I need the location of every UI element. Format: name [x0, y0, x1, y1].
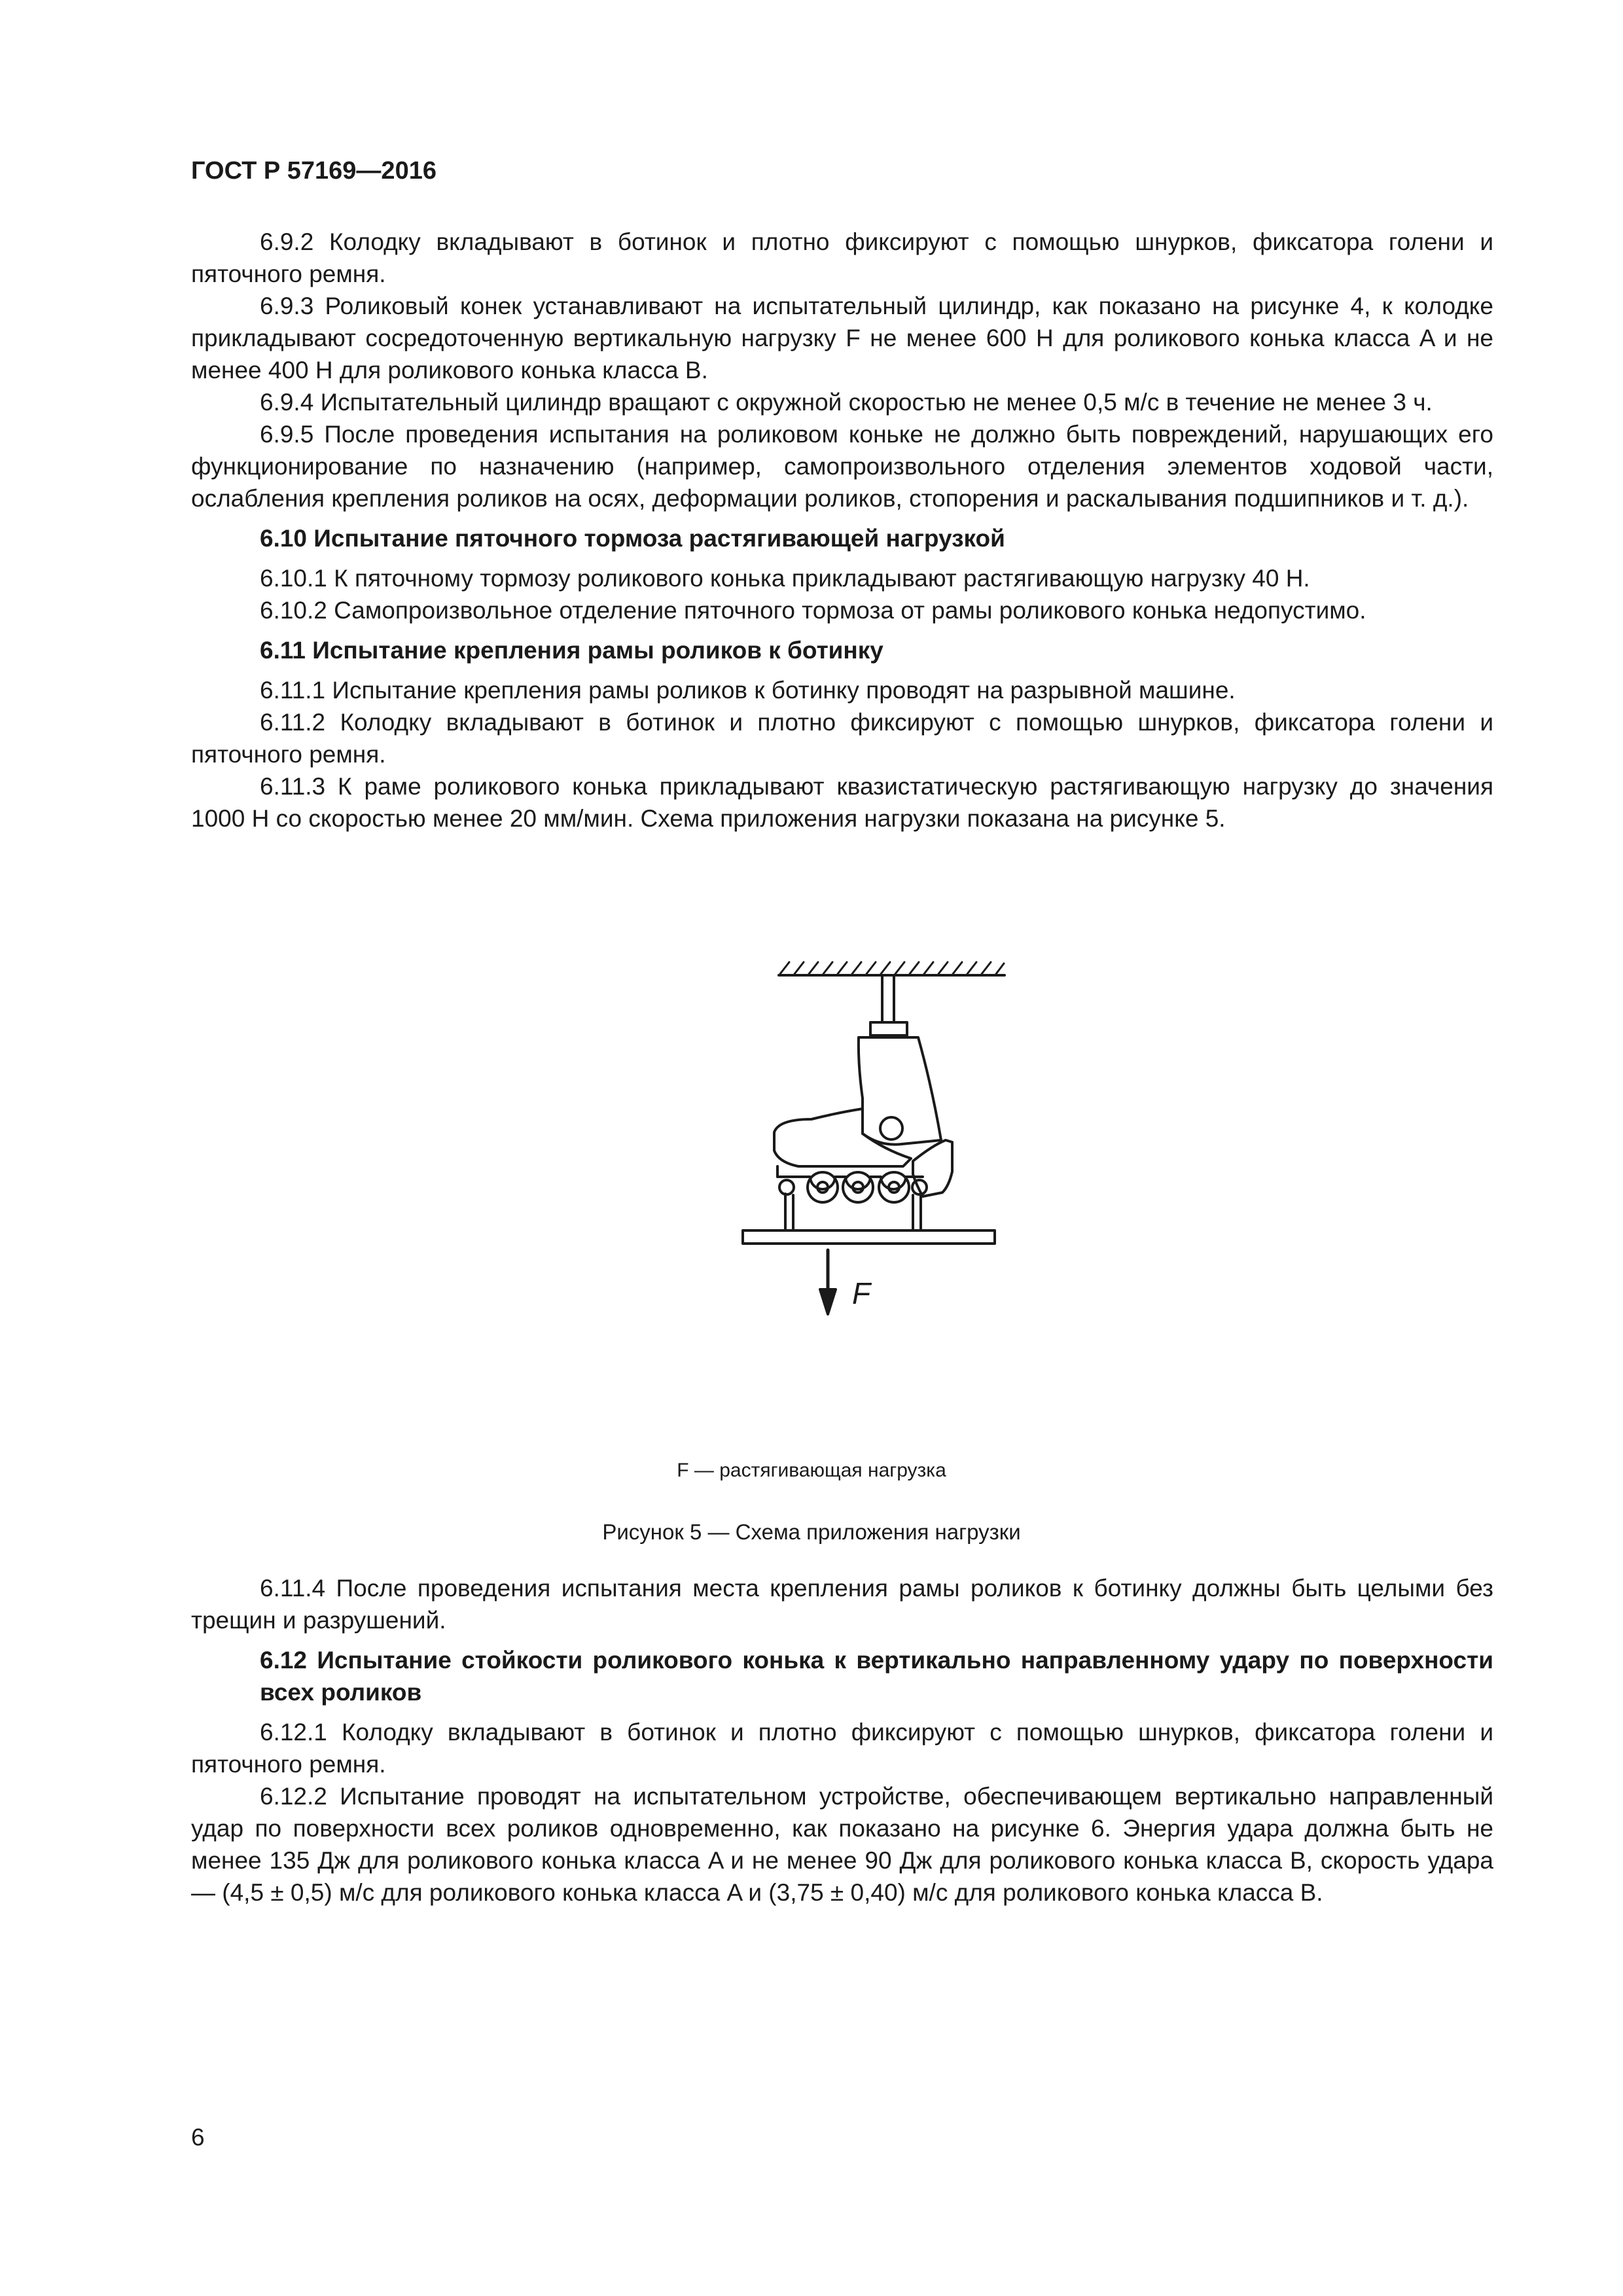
paragraph-6-10-2: 6.10.2 Самопроизвольное отделение пяточного тормоза от рамы роликового конька недопустимо. [260, 597, 1366, 624]
paragraph-6-10-1: 6.10.1 К пяточному тормозу роликового конька прикладывают растягивающую нагрузку 40 Н. [260, 565, 1310, 592]
paragraph-6-12-2: 6.12.2 Испытание проводят на испытательном устройстве, обеспечивающем вертикально направленный удар по поверхности всех роликов одновременно, как показано на рисунке 6. Энергия удара должна быть не менее 135 Дж для роликового конька класса A и не менее 90 Дж для роликового конька класса B, скорость удара — (4,5 ± 0,5) м/с для роликового конька класса A и (3,75 ± 0,40) м/с для роликового конька класса B. [191, 1783, 1493, 1906]
heel-brake [913, 1140, 952, 1196]
paragraph-6-11-2: 6.11.2 Колодку вкладывают в ботинок и плотно фиксируют с помощью шнурков, фиксатора голени и пяточного ремня. [191, 709, 1493, 768]
paragraph-6-11-4: 6.11.4 После проведения испытания места крепления рамы роликов к ботинку должны быть целыми без трещин и разрушений. [191, 1575, 1493, 1634]
boot-shell [859, 1022, 941, 1145]
force-label: F [852, 1276, 871, 1310]
heading-6-11: 6.11 Испытание крепления рамы роликов к ботинку [260, 637, 883, 664]
figure-caption: Рисунок 5 — Схема приложения нагрузки [602, 1520, 1021, 1544]
fixture-plate [743, 1194, 995, 1244]
ceiling-hatch [779, 962, 1005, 975]
force-arrow [820, 1250, 836, 1314]
standard-header: ГОСТ Р 57169—2016 [191, 157, 437, 185]
paragraph-6-9-4: 6.9.4 Испытательный цилиндр вращают с окружной скоростью не менее 0,5 м/с в течение не менее 3 ч. [260, 389, 1433, 416]
text-block-bottom [191, 1572, 1493, 1909]
heading-6-10: 6.10 Испытание пяточного тормоза растягивающей нагрузкой [260, 525, 1005, 552]
heading-6-12: 6.12 Испытание стойкости роликового конька к вертикально направленному удару по поверхности всех роликов [260, 1647, 1493, 1706]
suspension-rod [882, 977, 894, 1022]
figure-load-scheme [681, 956, 1008, 1427]
paragraph-6-9-3: 6.9.3 Роликовый конек устанавливают на испытательный цилиндр, как показано на рисунке 4, к колодке прикладывают сосредоточенную вертикальную нагрузку F не менее 600 Н для роликового конька класса A и не менее 400 Н для роликового конька класса B. [191, 293, 1493, 384]
paragraph-6-11-3: 6.11.3 К раме роликового конька прикладывают квазистатическую растягивающую нагрузку до значения 1000 Н со скоростью менее 20 мм/мин. Схема приложения нагрузки показана на рисунке 5. [191, 773, 1493, 832]
roller-frame [777, 1166, 927, 1202]
page-number: 6 [191, 2124, 205, 2151]
text-block-top [191, 226, 1493, 834]
paragraph-6-12-1: 6.12.1 Колодку вкладывают в ботинок и плотно фиксируют с помощью шнурков, фиксатора голени и пяточного ремня. [191, 1719, 1493, 1778]
paragraph-6-11-1: 6.11.1 Испытание крепления рамы роликов к ботинку проводят на разрывной машине. [260, 677, 1236, 704]
figure-legend: F — растягивающая нагрузка [677, 1460, 946, 1481]
paragraph-6-9-2: 6.9.2 Колодку вкладывают в ботинок и плотно фиксируют с помощью шнурков, фиксатора голени и пяточного ремня. [191, 228, 1493, 287]
paragraph-6-9-5: 6.9.5 После проведения испытания на роликовом коньке не должно быть повреждений, нарушающих его функционирование по назначению (например, самопроизвольного отделения элементов ходовой части, ослабления крепления роликов на осях, деформации роликов, стопорения и раскалывания подшипников и т. д.). [191, 421, 1493, 512]
